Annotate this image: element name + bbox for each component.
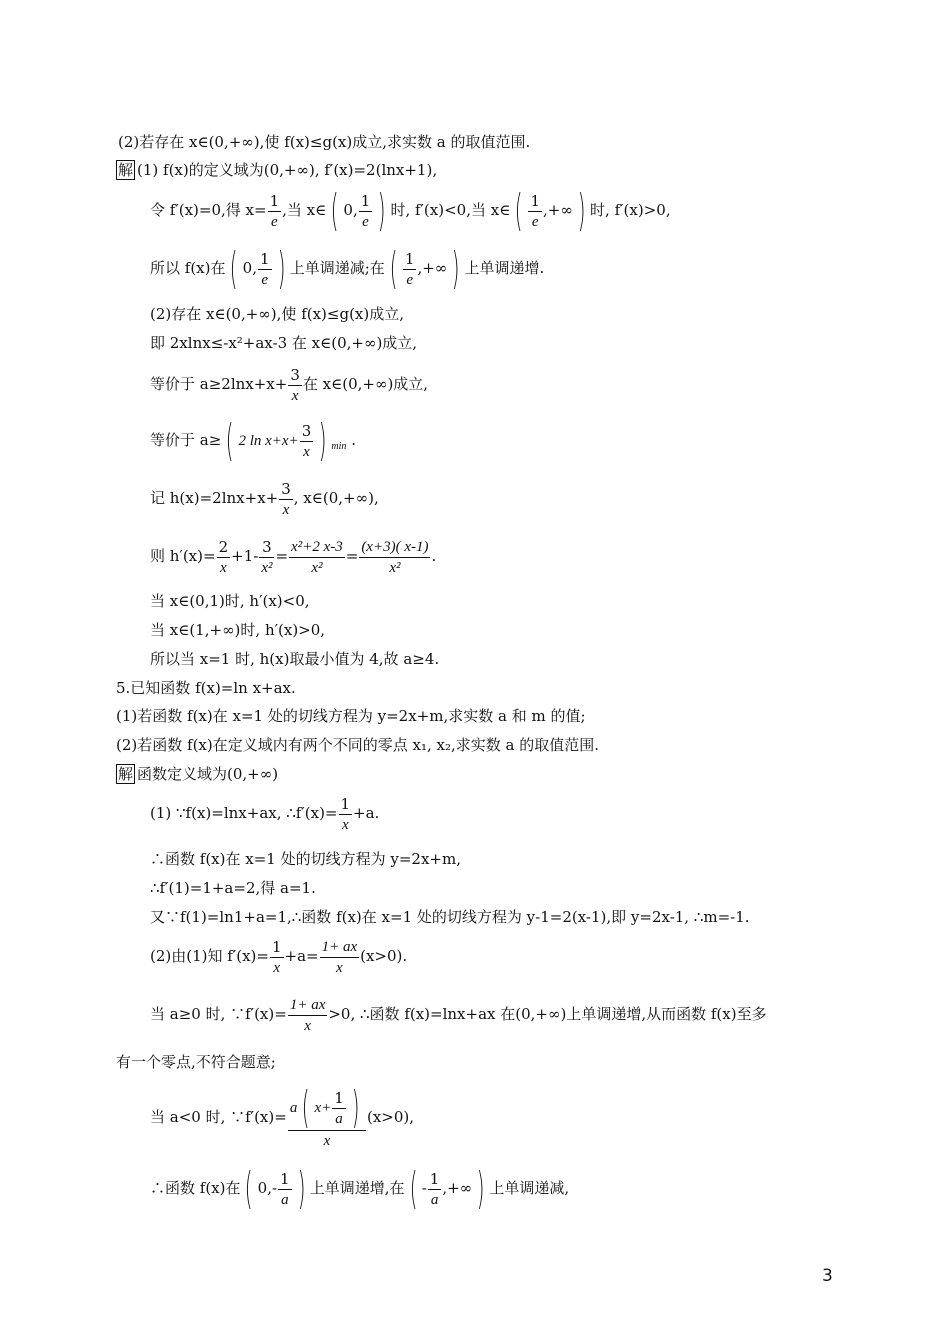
paren-right: ) (476, 1163, 485, 1214)
fraction-3-over-x2 (259, 537, 274, 578)
problem-5-solution-header (116, 764, 278, 784)
text: 上单调递增,在 (309, 1179, 405, 1197)
text: 上单调递增. (464, 259, 545, 277)
fraction-3-over-x (279, 479, 293, 520)
text: 等价于 a≥2lnx+x+ (150, 375, 288, 393)
text: 函数定义域为(0,+∞) (137, 765, 279, 783)
page-number: 3 (822, 1266, 833, 1286)
solution-1-header (116, 160, 437, 180)
num: 1+ ax (320, 937, 360, 958)
problem-5-solution-3: ∴f′(1)=1+a=2,得 a=1. (150, 879, 316, 897)
num: 1 (280, 1169, 290, 1188)
den: x (341, 816, 349, 833)
num: 1 (259, 249, 270, 268)
den: x² (311, 559, 323, 576)
fraction-compound (288, 1082, 366, 1151)
solution-2-line-8: 当 x∈(1,+∞)时, h′(x)>0, (150, 621, 326, 639)
num: (x+3)( x-1) (359, 537, 430, 558)
paren-left: ( (515, 185, 523, 236)
den: x (273, 959, 281, 976)
fraction-1-over-e (403, 249, 417, 290)
text: ,当 x∈ (282, 201, 327, 219)
den: x (291, 387, 299, 404)
num: 3 (301, 421, 312, 440)
den: x² (261, 559, 273, 576)
paren-right: ) (452, 243, 460, 294)
den: e (531, 213, 539, 230)
text: a (289, 1100, 298, 1116)
num: 1 (429, 1169, 440, 1188)
text: 所以 f(x)在 (150, 259, 226, 277)
text: >0, ∴函数 f(x)=lnx+ax 在(0,+∞)上单调递增,从而函数 f(x)至多 (328, 1005, 767, 1023)
text: (x>0). (360, 947, 408, 965)
fraction-1-over-e (258, 249, 272, 290)
solution-2-line-2: 即 2xlnx≤-x²+ax-3 在 x∈(0,+∞)成立, (150, 334, 418, 352)
solution-1-domain: (1) f(x)的定义域为(0,+∞), f′(x)=2(lnx+1), (137, 161, 438, 179)
den: e (271, 213, 278, 230)
den: x (303, 443, 310, 460)
fraction-quadratic (289, 537, 345, 578)
num: 3 (290, 365, 300, 384)
fraction-1-over-x (270, 937, 284, 978)
problem-5-solution-7: 有一个零点,不符合题意; (116, 1053, 276, 1071)
solution-2-line-1: (2)存在 x∈(0,+∞),使 f(x)≤g(x)成立, (150, 305, 405, 323)
problem-5-solution-8 (150, 1082, 414, 1152)
fraction-1-plus-ax-over-x (288, 995, 328, 1036)
text: (x>0), (367, 1108, 415, 1126)
num: 1+ ax (288, 995, 328, 1016)
problem-5-solution-9 (150, 1163, 570, 1214)
num: 1 (271, 937, 282, 956)
num: 1 (360, 191, 371, 210)
text: 0, (242, 259, 257, 277)
text: (2)由(1)知 f′(x)= (150, 947, 269, 965)
paren-left: ( (409, 1163, 417, 1214)
text: ,+∞ (543, 201, 573, 219)
den: a (281, 1191, 289, 1208)
text: +1- (231, 547, 259, 565)
solution-tag: 解 (118, 161, 134, 179)
text: 上单调递减, (489, 1179, 570, 1197)
den: a (430, 1191, 439, 1208)
num: 2 (218, 537, 229, 556)
paren-left: ( (389, 243, 398, 294)
den: x (282, 501, 290, 518)
solution-1-critical-point (150, 185, 671, 236)
num: x²+2 x-3 (289, 537, 345, 558)
problem-5-question-2: (2)若函数 f(x)在定义域内有两个不同的零点 x₁, x₂,求实数 a 的取值范围. (116, 736, 599, 754)
fraction-1-plus-ax-over-x (320, 937, 360, 978)
den: x² (389, 559, 401, 576)
fraction-factored (359, 537, 430, 578)
text: ,+∞ (417, 259, 448, 277)
problem-5-solution-1 (150, 791, 379, 835)
problem-5-solution-4: 又∵f(1)=ln1+a=1,∴函数 f(x)在 x=1 处的切线方程为 y-1=2(x-1),即 y=2x-1, ∴m=-1. (150, 908, 750, 926)
den: a (335, 1110, 343, 1127)
fraction-3-over-x (300, 421, 314, 462)
subscript-min: min (331, 441, 347, 452)
text: 0, (343, 201, 358, 219)
paren-left: ( (330, 185, 339, 236)
problem-5-solution-6 (150, 992, 767, 1036)
text: 上单调递减;在 (289, 259, 385, 277)
text: . (351, 431, 356, 449)
solution-2-derivative (150, 534, 436, 578)
problem-5-title: 5.已知函数 f(x)=ln x+ax. (116, 679, 296, 697)
fraction-1-over-x (339, 794, 353, 835)
paren-right: ) (318, 415, 327, 466)
text: 时, f′(x)<0,当 x∈ (390, 201, 511, 219)
fraction-1-over-e (268, 191, 282, 232)
fraction-3-over-x (288, 365, 302, 406)
solution-2-line-4 (150, 415, 356, 469)
text: x+ (314, 1100, 332, 1116)
paren-left: ( (245, 1163, 253, 1214)
num: 1 (269, 191, 280, 210)
fraction-1-over-e (359, 191, 373, 232)
fraction-2-over-x (217, 537, 231, 578)
text: 2 ln x+x+ (238, 433, 299, 449)
paren-right: ) (351, 1082, 360, 1133)
text: , x∈(0,+∞), (293, 489, 379, 507)
problem-5-solution-5 (150, 934, 407, 978)
paren-right: ) (277, 243, 285, 294)
text: 令 f′(x)=0,得 x= (150, 201, 267, 219)
text: - (421, 1179, 427, 1197)
text: 记 h(x)=2lnx+x+ (150, 489, 279, 507)
num: 3 (281, 479, 291, 498)
solution-2-line-3 (150, 362, 428, 406)
question-2: (2)若存在 x∈(0,+∞),使 f(x)≤g(x)成立,求实数 a 的取值范围. (118, 133, 531, 151)
text: ∴函数 f(x)在 (150, 1179, 241, 1197)
paren-left: ( (302, 1082, 310, 1133)
fraction-1-over-a (428, 1169, 442, 1210)
den: x (304, 1017, 311, 1034)
solution-2-line-9: 所以当 x=1 时, h(x)取最小值为 4,故 a≥4. (150, 650, 440, 668)
paren-right: ) (577, 185, 586, 236)
num (288, 1082, 366, 1133)
paren-left: ( (226, 415, 234, 466)
text: 在 x∈(0,+∞)成立, (302, 375, 429, 393)
problem-5-question-1: (1)若函数 f(x)在 x=1 处的切线方程为 y=2x+m,求实数 a 和 m 的值; (116, 707, 586, 725)
text: 0,- (257, 1179, 278, 1197)
den: x (220, 559, 227, 576)
den: e (261, 271, 269, 288)
text: +a. (353, 804, 380, 822)
text: ,+∞ (442, 1179, 473, 1197)
den: e (362, 213, 369, 230)
fraction-1-over-a (332, 1088, 346, 1129)
solution-1-monotonicity (150, 243, 545, 294)
solution-tag: 解 (118, 765, 134, 783)
text: +a= (284, 947, 319, 965)
num: 3 (259, 537, 274, 558)
den: e (406, 271, 414, 288)
equals: = (275, 547, 289, 565)
text: 等价于 a≥ (150, 431, 222, 449)
paren-right: ) (297, 1163, 306, 1214)
text: 当 a≥0 时, ∵f′(x)= (150, 1005, 287, 1023)
paren-right: ) (377, 185, 386, 236)
solution-2-line-7: 当 x∈(0,1)时, h′(x)<0, (150, 592, 310, 610)
num: 1 (340, 794, 351, 813)
fraction-1-over-a (278, 1169, 292, 1210)
text: (1) ∵f(x)=lnx+ax, ∴f′(x)= (150, 804, 338, 822)
den: x (336, 959, 343, 976)
den: x (323, 1133, 331, 1149)
num: 1 (334, 1088, 344, 1107)
fraction-1-over-e (528, 191, 542, 232)
text: 则 h′(x)= (150, 547, 216, 565)
solution-2-line-5 (150, 476, 379, 520)
problem-5-solution-2: ∴函数 f(x)在 x=1 处的切线方程为 y=2x+m, (150, 850, 461, 868)
num: 1 (404, 249, 415, 268)
equals: = (345, 547, 359, 565)
text: . (431, 547, 437, 565)
text: 时, f′(x)>0, (590, 201, 671, 219)
num: 1 (530, 191, 541, 210)
paren-left: ( (230, 243, 238, 294)
text: 当 a<0 时, ∵f′(x)= (150, 1108, 287, 1126)
